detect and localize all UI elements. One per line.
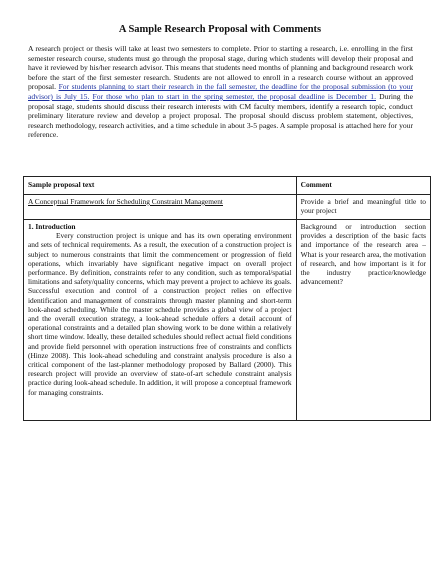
introduction-body: Every construction project is unique and has its own operating environment and sets of technical requirements. As a result, the execution of a construction project is subject to numerous constraints that limit the commencement or progression of field operations, which invariably have significant negative impact on overall project performance. By definition, constraints refer to any condition, such as temporal/spatial limitations and safety/quality concerns, which may prevent a project to achieve its goals. Successful execution and control of a construction project relies on effective identification and management of constraints through master planning and short-term look-ahead scheduling. While the master schedule provides a global view of a project and the overall execution strategy, a look-ahead schedule offers a detail account of operational constraints and a detailed plan showing work to be done within a relatively short time window. Ideally, these detailed schedules should reflect actual field conditions and provide field personnel with operation instructions free of constraints and conflicts (Hinze 2008). This look-ahead scheduling and constraint analysis procedure is also a critical component of the last-planner methodology proposed by Ballard (2000). This research project will provide an overview of state-of-art schedule constraint analysis practice during look-ahead schedule. In addition, it will propose a conceptual framework for managing constraints.	[28, 231, 292, 397]
header-sample-text: Sample proposal text	[24, 177, 297, 195]
introduction-heading: 1. Introduction	[28, 222, 76, 231]
intro-spring-deadline: For those who plan to start in the spring semester, the proposal deadline is December 1.	[92, 91, 376, 101]
proposal-table	[23, 176, 431, 421]
intro-text-5: During the proposal stage, students should discuss their research interests with CM faculty members, identify a research topic, conduct preliminary literature review and develop a project proposal. The proposal should discuss problem statement, objectives, research methodology, research activities, and a time schedule in about 3-5 pages. A sample proposal is attached here for your reference.	[28, 91, 413, 140]
table-row-title	[24, 195, 431, 220]
table-row-introduction	[24, 220, 431, 421]
intro-text-1: A research project or thesis will take at least two semesters to complete. Prior to starting a research, i.e. enrolling in the first semester research course, students must go through the proposal stage, during which students will develop their proposal and have it reviewed by his/her research advisor. This means that students need months of planning and background research work before the start of the first semester research.	[28, 44, 413, 82]
table-header-row	[24, 177, 431, 195]
page-title: A Sample Research Proposal with Comments	[118, 24, 322, 35]
cell-introduction	[24, 220, 297, 421]
cell-introduction-comment: Background or introduction section provides a description of the basic facts and importance of the research area – What is your research area, the motivation of research, and how important is it for the industry practice/knowledge advancement?	[296, 220, 430, 421]
intro-text-2: Students are not allowed to enroll in a research course without an approved proposal.	[28, 72, 413, 92]
intro-fall-deadline: For students planning to start their research in the fall semester, the deadline for the proposal submission (to your advisor) is July 15.	[28, 82, 413, 101]
intro-paragraph	[28, 44, 413, 140]
cell-title-comment: Provide a brief and meaningful title to your project	[296, 195, 430, 220]
header-comment: Comment	[296, 177, 430, 195]
cell-project-title	[24, 195, 297, 220]
project-title-text: A Conceptual Framework for Scheduling Constraint Management	[28, 197, 223, 206]
